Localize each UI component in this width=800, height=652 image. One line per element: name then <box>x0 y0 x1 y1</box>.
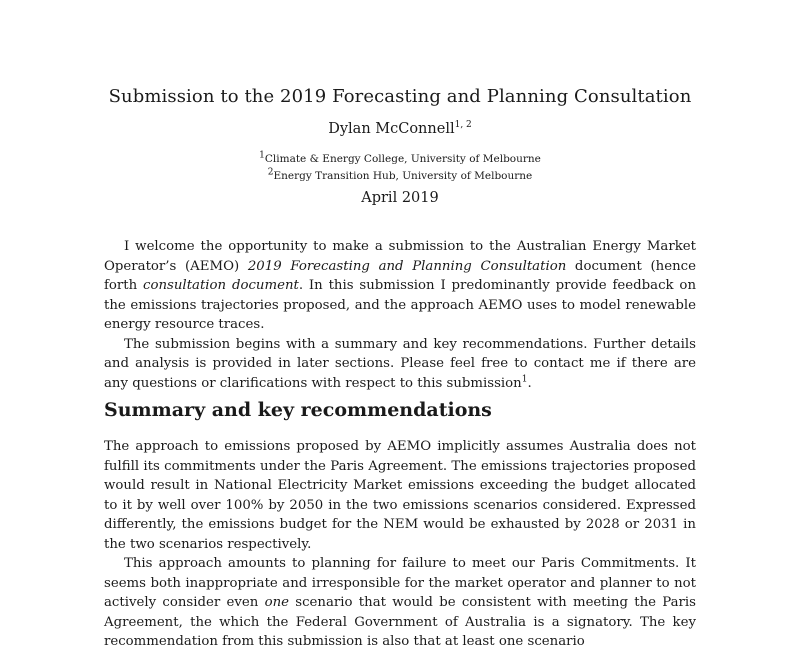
affiliation-1 <box>0 150 800 165</box>
author-name: Dylan McConnell <box>328 121 455 137</box>
paper-date: April 2019 <box>361 190 439 206</box>
affiliation-2 <box>0 167 800 182</box>
intro-paragraph-2 <box>104 335 696 394</box>
intro-p1-emphasis-title: 2019 Forecasting and Planning Consultation <box>247 258 567 274</box>
summary-p2-text-b: scenario that would be consistent with meeting the Paris Agreement, the which the Federal Government of Australia is a signatory. The key recommendation from this submission is also that at least one scenario <box>104 595 696 649</box>
intro-p1-text-b: document (hence forth <box>104 258 696 293</box>
author-line <box>0 121 800 137</box>
summary-section <box>104 437 696 652</box>
intro-p2-text-a: The submission begins with a summary and key recommendations. Further details and analysis is provided in later sections. Please feel free to contact me if there are any questions or clarifications with respect to this submission <box>104 336 696 391</box>
affiliation-2-text: Energy Transition Hub, University of Melbourne <box>273 170 533 182</box>
affiliation-1-text: Climate & Energy College, University of Melbourne <box>264 153 541 165</box>
affiliation-1-mark: 1 <box>259 150 265 161</box>
affiliation-2-mark: 2 <box>267 167 274 178</box>
intro-p1-text-a: I welcome the opportunity to make a submission to the Australian Energy Market Operator’s (AEMO) <box>104 239 696 274</box>
intro-p1-emphasis-doc: consultation document <box>143 278 299 293</box>
summary-paragraph-2 <box>104 554 696 652</box>
summary-paragraph-1: The approach to emissions proposed by AEMO implicitly assumes Australia does not fulfill its commitments under the Paris Agreement. The emissions trajectories proposed would result in National Electricity Market emissions exceeding the budget allocated to it by well over 100% by 2050 in the two emissions scenarios considered. Expressed differently, the emissions budget for the NEM would be exhausted by 2028 or 2031 in the two scenarios respectively. <box>104 439 696 552</box>
summary-p2-emphasis: one <box>264 595 290 610</box>
intro-paragraph-1 <box>104 237 696 335</box>
footnote-mark[interactable]: 1 <box>521 374 528 385</box>
intro-p2-text-b: . <box>527 375 532 391</box>
author-affiliation-marks: 1, 2 <box>454 120 472 131</box>
intro-p1-text-c: . In this submission I predominantly provide feedback on the emissions trajectories proposed, and the approach AEMO uses to model renewable energy resource traces. <box>104 278 697 332</box>
summary-p2-text-a: This approach amounts to planning for failure to meet our Paris Commitments. It seems both inappropriate and irresponsible for the market operator and planner to not actively consider even <box>104 556 696 610</box>
paper-title: Submission to the 2019 Forecasting and Planning Consultation <box>108 86 692 107</box>
intro-section <box>104 237 696 393</box>
section-heading-summary: Summary and key recommendations <box>104 399 492 421</box>
